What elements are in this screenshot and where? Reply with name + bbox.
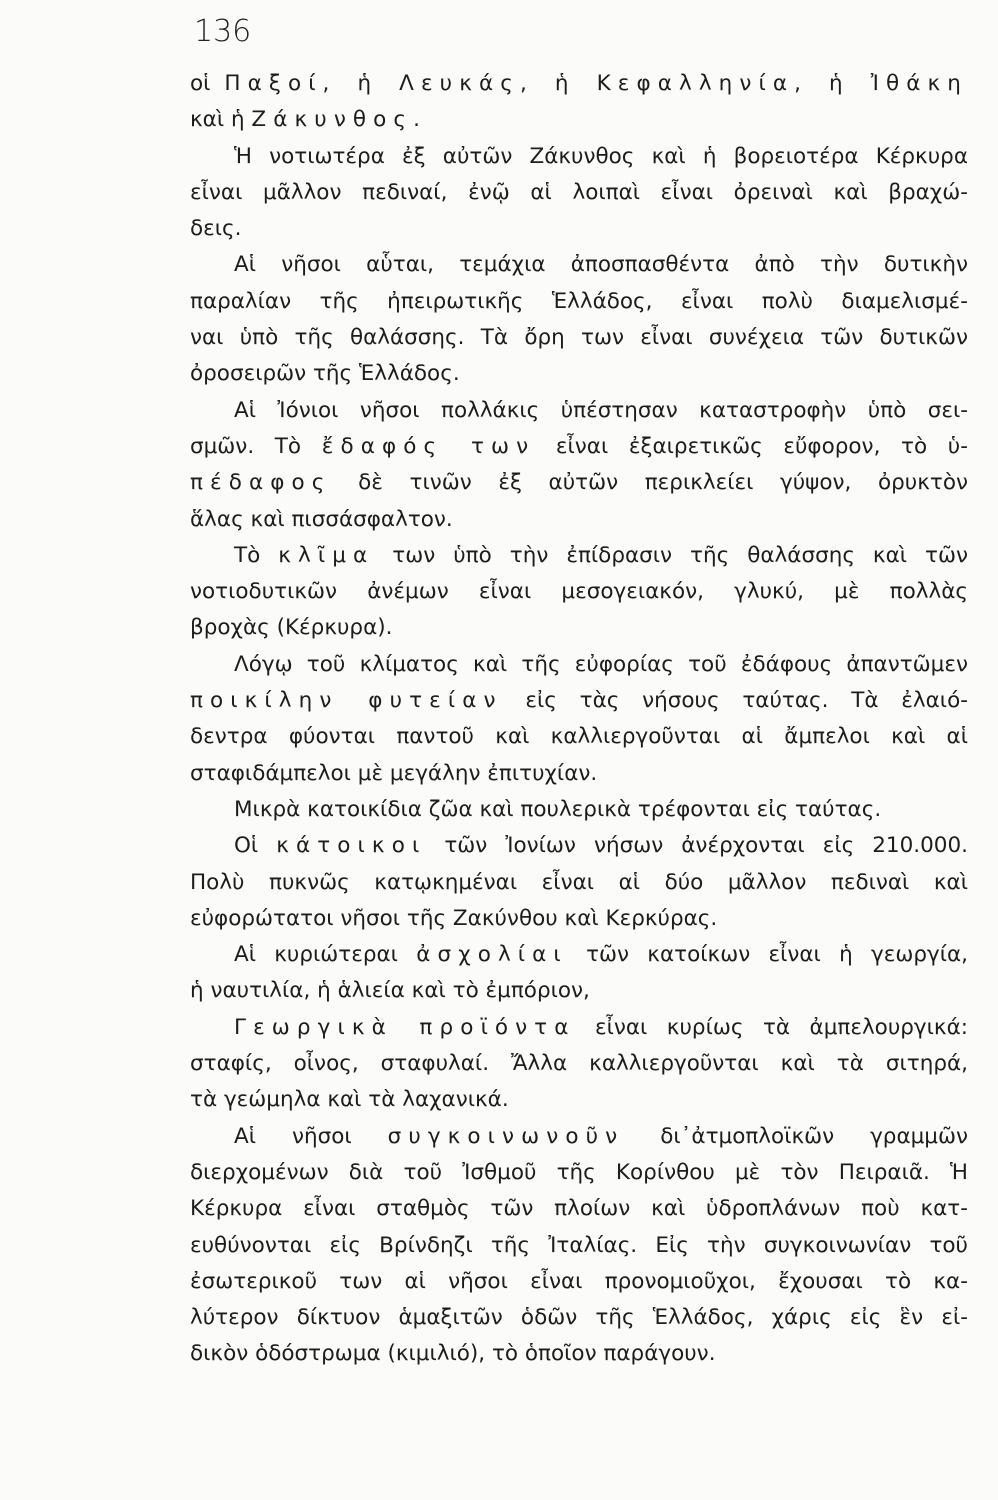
text-line — [190, 610, 968, 646]
spaced-emphasis-text: ἀσχολίαι — [416, 942, 568, 968]
text-line — [190, 139, 968, 175]
line-text: δεις. — [190, 216, 242, 242]
spaced-emphasis-text: κάτοικοι — [276, 833, 427, 859]
text-line — [190, 1264, 968, 1300]
line-text: ἡ ναυτιλία, ἡ ἁλιεία καὶ τὸ ἐμπόριον, — [190, 978, 590, 1004]
text-line — [190, 647, 968, 683]
line-text: Αἱ κυριώτεραι — [234, 942, 417, 968]
text-line — [190, 1010, 968, 1046]
line-text: εὐφορώτατοι νῆσοι τῆς Ζακύνθου καὶ Κερκύρας. — [190, 905, 718, 931]
text-line — [190, 756, 968, 792]
spaced-emphasis-text: Ζάκυνθος. — [251, 107, 428, 133]
line-text: δικὸν ὁδόστρωμα (κιμιλιό), τὸ ὁποῖον παράγουν. — [190, 1341, 716, 1367]
line-text: δεντρα φύονται παντοῦ καὶ καλλιεργοῦνται αἱ ἄμπελοι καὶ αἱ — [190, 724, 968, 750]
text-line — [190, 792, 968, 828]
text-line — [190, 538, 968, 574]
line-text: Κέρκυρα εἶναι σταθμὸς τῶν πλοίων καὶ ὑδροπλάνων ποὺ κατ- — [190, 1196, 968, 1222]
line-text: ὀροσειρῶν τῆς Ἑλλάδος. — [190, 361, 460, 387]
line-text: Αἱ νῆσοι — [234, 1123, 388, 1149]
text-line — [190, 1300, 968, 1336]
text-line — [190, 502, 968, 538]
page-number: 136 — [194, 14, 252, 49]
line-text: Αἱ νῆσοι αὗται, τεμάχια ἀποσπασθέντα ἀπὸ τὴν δυτικὴν — [234, 252, 968, 278]
text-line — [190, 320, 968, 356]
text-line — [190, 284, 968, 320]
text-line — [190, 102, 968, 138]
line-text: Οἱ — [234, 833, 277, 859]
text-line — [190, 574, 968, 610]
line-text: σμῶν. Τὸ — [190, 433, 322, 459]
line-text: Λόγῳ τοῦ κλίματος καὶ τῆς εὐφορίας τοῦ ἐδάφους ἀπαντῶμεν — [234, 651, 968, 677]
line-text: εἶναι κυρίως τὰ ἀμπελουργικά: — [575, 1014, 968, 1040]
line-text: εἰς τὰς νήσους ταύτας. Τὰ ἐλαιό- — [502, 688, 968, 714]
line-text: τῶν κατοίκων εἶναι ἡ γεωργία, — [567, 942, 968, 968]
line-text: Μικρὰ κατοικίδια ζῶα καὶ πουλερικὰ τρέφονται εἰς ταύτας. — [234, 796, 882, 822]
text-line — [190, 1336, 968, 1372]
text-line — [190, 901, 968, 937]
line-text: Αἱ Ἰόνιοι νῆσοι πολλάκις ὑπέστησαν καταστροφὴν ὑπὸ σει- — [234, 397, 968, 423]
text-line — [190, 393, 968, 429]
text-line — [190, 1191, 968, 1227]
text-line — [190, 1155, 968, 1191]
text-line — [190, 247, 968, 283]
text-line — [190, 973, 968, 1009]
spaced-emphasis-text: ἔδαφός των — [321, 433, 536, 459]
line-text: νοτιοδυτικῶν ἀνέμων εἶναι μεσογειακόν, γλυκύ, μὲ πολλὰς — [190, 579, 968, 605]
text-line — [190, 211, 968, 247]
line-text: ναι ὑπὸ τῆς θαλάσσης. Τὰ ὄρη των εἶναι συνέχεια τῶν δυτικῶν — [190, 325, 968, 351]
text-line — [190, 1228, 968, 1264]
line-text: λύτερον δίκτυον ἁμαξιτῶν ὁδῶν τῆς Ἑλλάδος, χάρις εἰς ἓν εἰ- — [190, 1305, 968, 1331]
line-text: τὰ γεώμηλα καὶ τὰ λαχανικά. — [190, 1087, 509, 1113]
text-line — [190, 66, 968, 102]
spaced-emphasis-text: πέδαφος — [190, 470, 332, 496]
text-line — [190, 1119, 968, 1155]
line-text: δι᾽ἀτμοπλοϊκῶν γραμμῶν — [624, 1123, 968, 1149]
text-line — [190, 683, 968, 719]
text-line — [190, 1082, 968, 1118]
spaced-emphasis-text: ποικίλην φυτείαν — [190, 688, 503, 714]
line-text: ἅλας καὶ πισσάσφαλτον. — [190, 506, 453, 532]
line-text: σταφίς, οἶνος, σταφυλαί. Ἄλλα καλλιεργοῦνται καὶ τὰ σιτηρά, — [190, 1051, 968, 1077]
line-text: καὶ ἡ — [190, 107, 252, 133]
spaced-emphasis-text: Γεωργικὰ προϊόντα — [234, 1014, 576, 1040]
line-text: ἐσωτερικοῦ των αἱ νῆσοι εἶναι προνομιοῦχοι, ἔχουσαι τὸ κα- — [190, 1268, 968, 1294]
line-text: παραλίαν τῆς ἠπειρωτικῆς Ἑλλάδος, εἶναι πολὺ διαμελισμέ- — [190, 288, 968, 314]
line-text: σταφιδάμπελοι μὲ μεγάλην ἐπιτυχίαν. — [190, 760, 598, 786]
text-line — [190, 175, 968, 211]
text-line — [190, 937, 968, 973]
text-line — [190, 465, 968, 501]
text-line — [190, 828, 968, 864]
line-text: των ὑπὸ τὴν ἐπίδρασιν τῆς θαλάσσης καὶ τῶν — [374, 542, 968, 568]
line-text: δὲ τινῶν ἐξ αὐτῶν περικλείει γύψον, ὀρυκτὸν — [331, 470, 968, 496]
line-text: τῶν Ἰονίων νήσων ἀνέρχονται εἰς 210.000. — [426, 833, 968, 859]
text-line — [190, 356, 968, 392]
text-line — [190, 1046, 968, 1082]
spaced-emphasis-text: συγκοινωνοῦν — [387, 1123, 625, 1149]
line-text: οἱ — [190, 71, 225, 96]
line-text: Τὸ — [234, 542, 279, 568]
spaced-emphasis-text: κλῖμα — [278, 542, 375, 568]
line-text: ευθύνονται εἰς Βρίνδηζι τῆς Ἰταλίας. Εἰς τὴν συγκοινωνίαν τοῦ — [190, 1232, 968, 1258]
text-line — [190, 865, 968, 901]
line-text: βροχὰς (Κέρκυρα). — [190, 615, 393, 641]
line-text: Πολὺ πυκνῶς κατῳκημέναι εἶναι αἱ δύο μᾶλλον πεδιναὶ καὶ — [190, 869, 968, 895]
line-text: εἶναι μᾶλλον πεδιναί, ἐνῷ αἱ λοιπαὶ εἶναι ὀρειναὶ καὶ βραχώ- — [190, 179, 968, 205]
spaced-emphasis-text: Παξοί, ἡ Λευκάς, ἡ Κεφαλληνία, ἡ Ἰθάκη — [224, 71, 968, 96]
line-text: εἶναι ἐξαιρετικῶς εὔφορον, τὸ ὑ- — [535, 433, 968, 459]
text-line — [190, 429, 968, 465]
text-line — [190, 719, 968, 755]
line-text: Ἡ νοτιωτέρα ἐξ αὐτῶν Ζάκυνθος καὶ ἡ βορειοτέρα Κέρκυρα — [234, 143, 968, 169]
body-text — [190, 66, 968, 1373]
line-text: διερχομένων διὰ τοῦ Ἰσθμοῦ τῆς Κορίνθου μὲ τὸν Πειραιᾶ. Ἡ — [190, 1159, 968, 1185]
